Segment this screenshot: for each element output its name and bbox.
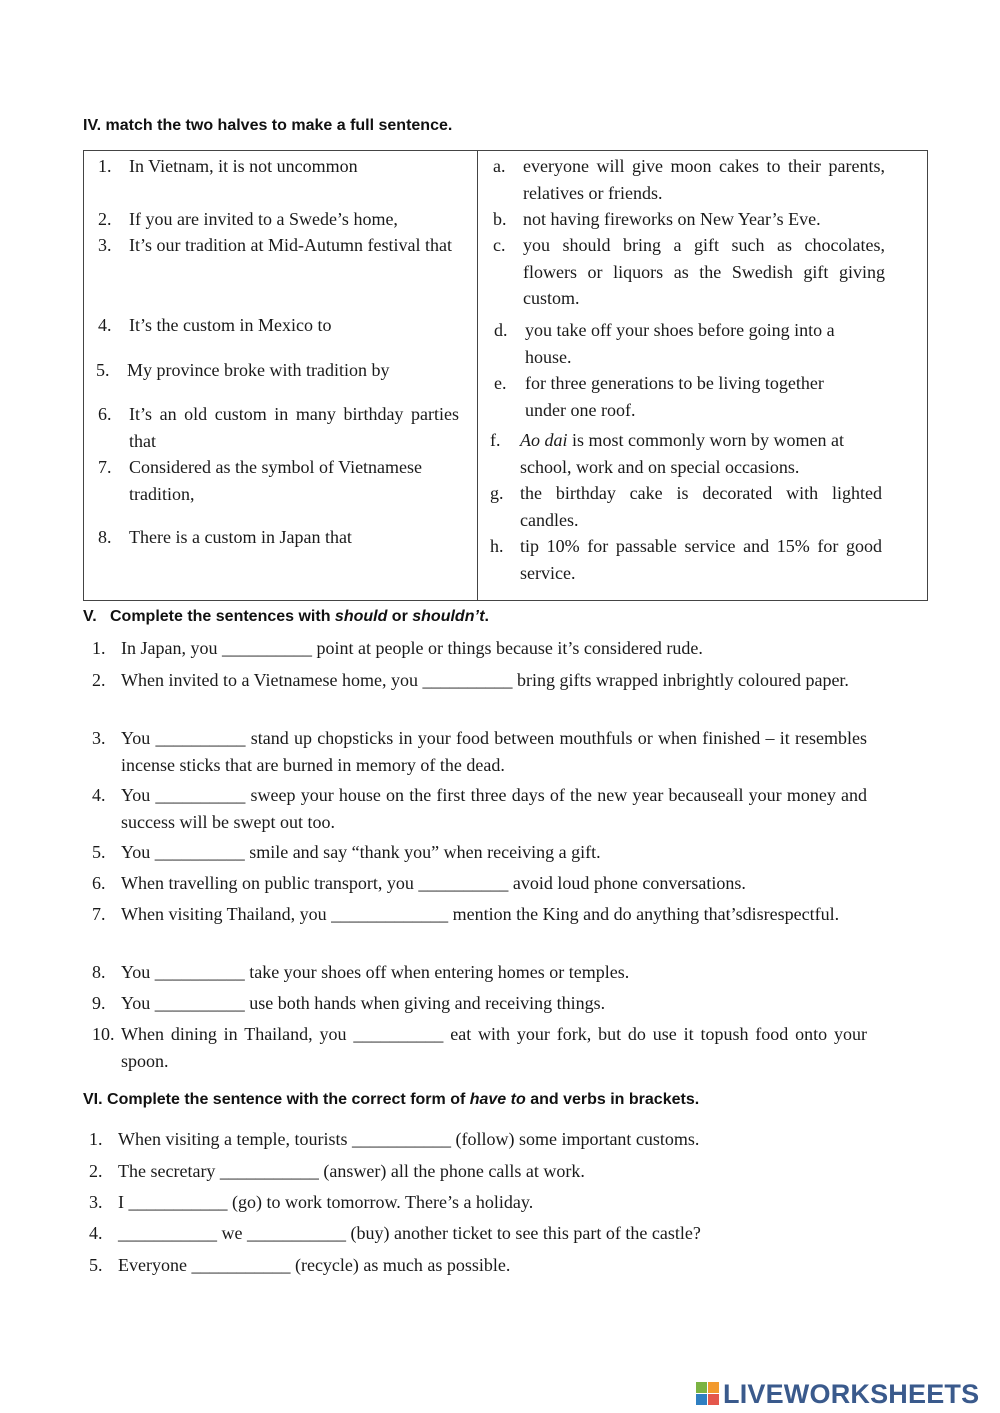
liveworksheets-logo-icon [696,1382,720,1406]
ao-dai-term: Ao dai [520,430,568,450]
liveworksheets-logo[interactable] [696,1380,979,1408]
right-item-f-text: is most commonly worn by women at school, work and on special occasions. [520,430,844,477]
logo-text: LIVEWORKSHEETS [723,1378,980,1409]
table-divider [477,151,478,600]
should-term: should [334,608,388,625]
shouldnt-term: shouldn’t [412,608,485,625]
section-4-heading: IV. match the two halves to make a full sentence. [83,117,453,134]
matching-table: 1. In Vietnam, it is not uncommon 2. If you are invited to a Swede’s home, 3. It’s our tradition at Mid-Autumn festival that 4. It’s the custom in Mexico to 5. My province broke with tradition by 6. It’s an old custom in many birthday parties that 7. Considered as the symbol of Vietnamese tradition, 8. There is a custom in Japan that a. everyone will give moon cakes to their parents, relatives or friends. b. not having fireworks on New Year’s Eve. c. you should bring a gift such as chocolates, flowers or liquors as the Swedish gift giving custom. d. you take off your shoes before going into a house. e. for three generations to be living together under one roof. f. Ao dai is most commonly worn by women at school, work and on special occasions. g. the birthday cake is decorated with lighted candles. h. tip 10% for passable service and 15% for good service. [83,150,928,601]
have-to-term: have to [469,1091,526,1108]
section-6-heading: VI. Complete the sentence with the correct form of have to and verbs in brackets. [83,1091,700,1108]
section-5-heading: V. Complete the sentences with should or shouldn’t. [83,608,489,625]
